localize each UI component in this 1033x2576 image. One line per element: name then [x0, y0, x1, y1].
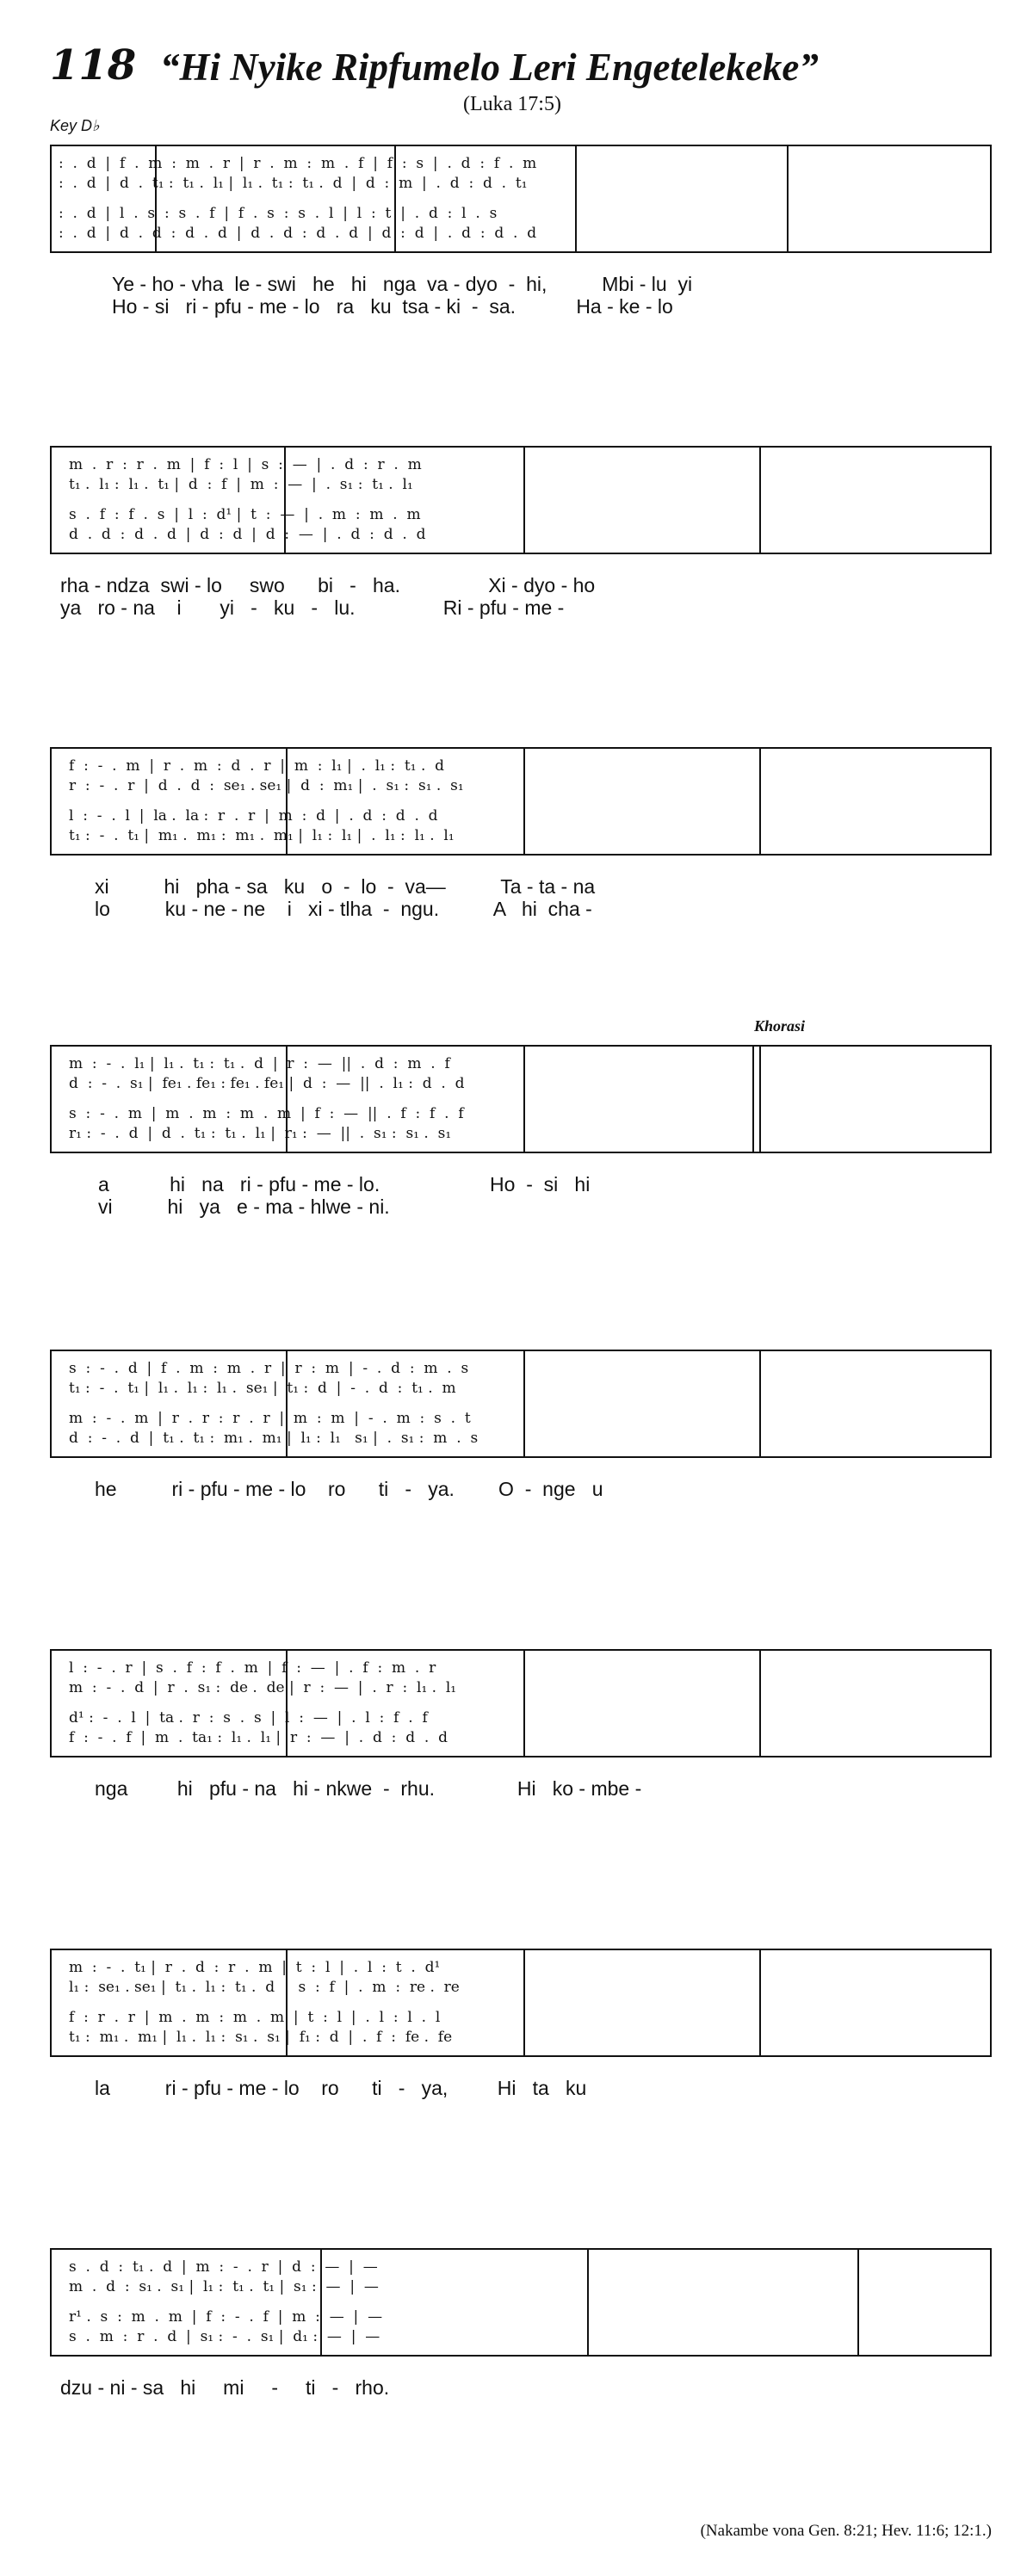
key-signature: Key D♭	[50, 117, 100, 134]
notes-alto: m . d : s₁ . s₁ | l₁ : t₁ . t₁ | s₁ : — | —	[69, 2278, 379, 2295]
notes-bass: r₁ : - . d | d . t₁ : t₁ . l₁ | r₁ : — || . s₁ : s₁ . s₁	[69, 1125, 452, 1142]
lyrics-verse-1: he ri - pfu - me - lo ro ti - ya. O - nge u	[95, 1478, 603, 1500]
hymn-number: 118	[50, 41, 137, 90]
lyrics-verse-1: rha - ndza swi - lo swo bi - ha. Xi - dyo - ho	[60, 574, 596, 596]
notes-alto: r : - . r | d . d : se₁ . se₁ | d : m₁ | . s₁ : s₁ . s₁	[69, 777, 464, 794]
lyrics-verse-2: vi hi ya e - ma - hlwe - ni.	[98, 1195, 390, 1218]
notes-tenor: s : - . m | m . m : m . m | f : — || . f : f . f	[69, 1105, 464, 1122]
solfa-staff	[50, 1649, 992, 1757]
notes-tenor: r¹ . s : m . m | f : - . f | m : — | —	[69, 2308, 383, 2326]
scripture-footnote: (Nakambe vona Gen. 8:21; Hev. 11:6; 12:1.)	[700, 2522, 992, 2540]
lyrics-verse-1: nga hi pfu - na hi - nkwe - rhu. Hi ko - mbe -	[95, 1777, 642, 1800]
notes-alto: m : - . d | r . s₁ : de . de | r : — | . r : l₁ . l₁	[69, 1679, 457, 1696]
lyrics-verse-2: lo ku - ne - ne i xi - tlha - ngu. A hi cha -	[95, 898, 592, 920]
lyrics-verse-2: Ho - si ri - pfu - me - lo ra ku tsa - ki - sa. Ha - ke - lo	[112, 295, 673, 318]
solfa-staff	[50, 2248, 992, 2357]
notes-soprano: s : - . d | f . m : m . r | r : m | - . d : m . s	[69, 1360, 469, 1377]
notes-alto: t₁ : - . t₁ | l₁ . l₁ : l₁ . se₁ | t₁ : d | - . d : t₁ . m	[69, 1380, 456, 1397]
lyrics-verse-1: a hi na ri - pfu - me - lo. Ho - si hi	[98, 1173, 591, 1195]
notes-tenor: f : r . r | m . m : m . m | t : l | . l : l . l	[69, 2009, 441, 2026]
solfa-staff	[50, 1045, 992, 1153]
notes-bass: : . d | d . d : d . d | d . d : d . d | d : d | . d : d . d	[59, 225, 537, 242]
lyrics-verse-1: Ye - ho - vha le - swi he hi nga va - dyo - hi, Mbi - lu yi	[112, 273, 693, 295]
notes-bass: t₁ : - . t₁ | m₁ . m₁ : m₁ . m₁ | l₁ : l₁ | . l₁ : l₁ . l₁	[69, 827, 455, 844]
solfa-staff	[50, 1949, 992, 2057]
lyrics-verse-1: xi hi pha - sa ku o - lo - va— Ta - ta - na	[95, 875, 596, 898]
notes-alto: d : - . s₁ | fe₁ . fe₁ : fe₁ . fe₁ | d : — || . l₁ : d . d	[69, 1075, 465, 1092]
notes-tenor: m : - . m | r . r : r . r | m : m | - . m : s . t	[69, 1410, 471, 1427]
lyrics-verse-1: la ri - pfu - me - lo ro ti - ya, Hi ta ku	[95, 2077, 587, 2099]
notes-bass: f : - . f | m . ta₁ : l₁ . l₁ | r : — | . d : d . d	[69, 1729, 448, 1746]
notes-tenor: : . d | l . s : s . f | f . s : s . l | l : t | . d : l . s	[59, 205, 498, 222]
hymn-reference: (Luka 17:5)	[463, 93, 561, 115]
notes-alto: t₁ . l₁ : l₁ . t₁ | d : f | m : — | . s₁ : t₁ . l₁	[69, 476, 413, 493]
lyrics-verse-2: ya ro - na i yi - ku - lu. Ri - pfu - me -	[60, 596, 565, 619]
notes-soprano: m . r : r . m | f : l | s : — | . d : r . m	[69, 456, 422, 473]
notes-tenor: d¹ : - . l | ta . r : s . s | l : — | . l : f . f	[69, 1709, 428, 1727]
notes-bass: t₁ : m₁ . m₁ | l₁ . l₁ : s₁ . s₁ | f₁ : d | . f : fe . fe	[69, 2029, 453, 2046]
notes-soprano: : . d | f . m : m . r | r . m : m . f | f : s | . d : f . m	[59, 155, 537, 172]
solfa-staff	[50, 446, 992, 554]
hymn-header	[50, 40, 1005, 134]
notes-tenor: s . f : f . s | l : d¹ | t : — | . m : m . m	[69, 506, 421, 523]
notes-alto: : . d | d . t₁ : t₁ . l₁ | l₁ . t₁ : t₁ . d | d : m | . d : d . t₁	[59, 175, 528, 192]
hymn-title: “Hi Nyike Ripfumelo Leri Engetelekeke”	[160, 46, 819, 89]
notes-soprano: l : - . r | s . f : f . m | f : — | . f : m . r	[69, 1659, 436, 1677]
solfa-staff	[50, 145, 992, 253]
notes-alto: l₁ : se₁ . se₁ | t₁ . l₁ : t₁ . d | s : f | . m : re . re	[69, 1979, 460, 1996]
solfa-staff	[50, 747, 992, 856]
notes-bass: s . m : r . d | s₁ : - . s₁ | d₁ : — | —	[69, 2328, 380, 2345]
lyrics-verse-1: dzu - ni - sa hi mi - ti - rho.	[60, 2376, 390, 2399]
notes-soprano: f : - . m | r . m : d . r | m : l₁ | . l₁ : t₁ . d	[69, 757, 445, 775]
notes-bass: d . d : d . d | d : d | d : — | . d : d . d	[69, 526, 426, 543]
notes-tenor: l : - . l | la . la : r . r | m : d | . d : d . d	[69, 807, 438, 825]
solfa-staff	[50, 1350, 992, 1458]
notes-soprano: s . d : t₁ . d | m : - . r | d : — | —	[69, 2258, 378, 2276]
notes-bass: d : - . d | t₁ . t₁ : m₁ . m₁ | l₁ : l₁ s₁ | . s₁ : m . s	[69, 1430, 479, 1447]
chorus-label: Khorasi	[754, 1017, 806, 1035]
notes-soprano: m : - . l₁ | l₁ . t₁ : t₁ . d | r : — || . d : m . f	[69, 1055, 450, 1072]
notes-soprano: m : - . t₁ | r . d : r . m | t : l | . l : t . d¹	[69, 1959, 441, 1976]
